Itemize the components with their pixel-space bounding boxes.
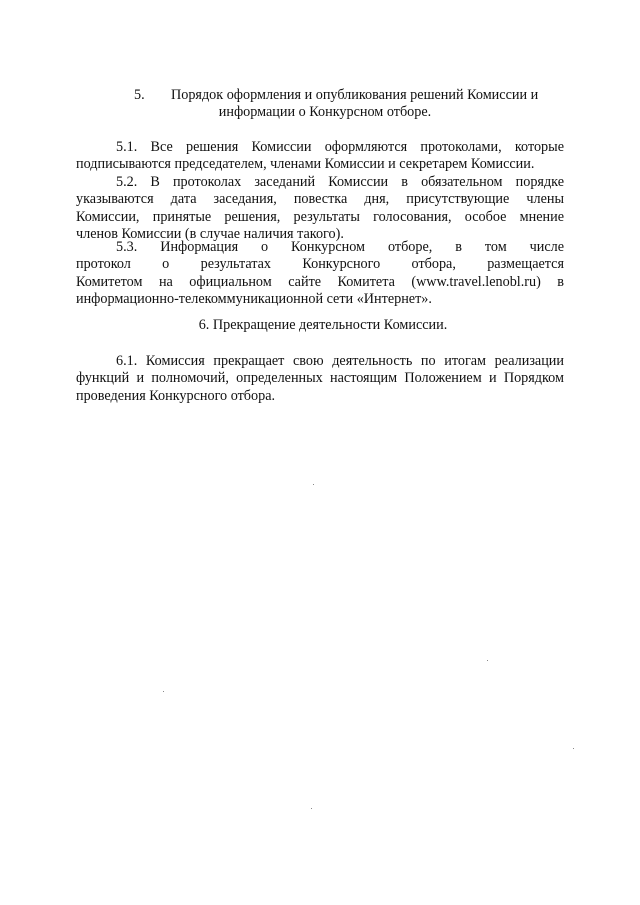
scan-speck xyxy=(163,691,164,692)
section-5-number: 5. xyxy=(134,87,145,103)
paragraph-line: проведения Конкурсного отбора. xyxy=(76,387,276,404)
section-5-title-line-1: Порядок оформления и опубликования решений Комиссии и xyxy=(171,87,539,103)
paragraph-line: 5.3. Информация о Конкурсном отборе, в том числе xyxy=(116,239,564,255)
paragraph-line: информационно-телекоммуникационной сети «Интернет». xyxy=(76,291,432,308)
paragraph-line: подписываются председателем, членами Комиссии и секретарем Комиссии. xyxy=(76,156,535,173)
paragraph-line: 6.1. Комиссия прекращает свою деятельность по итогам реализации xyxy=(116,353,564,369)
section-5-title-line-2: информации о Конкурсном отборе. xyxy=(218,104,432,120)
paragraph-5-3 xyxy=(76,239,564,309)
scan-speck xyxy=(573,748,574,749)
paragraph-line: 5.1. Все решения Комиссии оформляются протоколами, которые xyxy=(116,139,564,155)
paragraph-6-1 xyxy=(76,353,564,405)
paragraph-line: Комиссии, принятые решения, результаты голосования, особое мнение xyxy=(76,208,564,225)
paragraph-line: 5.2. В протоколах заседаний Комиссии в обязательном порядке xyxy=(116,174,564,190)
scan-speck xyxy=(487,660,488,661)
paragraph-line: указываются дата заседания, повестка дня, присутствующие члены xyxy=(76,191,564,208)
paragraph-line: протокол о результатах Конкурсного отбора, размещается xyxy=(76,256,564,273)
scan-speck xyxy=(313,484,314,485)
scan-speck xyxy=(311,808,312,809)
paragraph-line: функций и полномочий, определенных настоящим Положением и Порядком xyxy=(76,370,564,387)
paragraph-5-1 xyxy=(76,139,564,174)
paragraph-line: членов Комиссии (в случае наличия такого). xyxy=(76,226,344,243)
paragraph-line: Комитетом на официальном сайте Комитета (www.travel.lenobl.ru) в xyxy=(76,273,564,290)
paragraph-5-2 xyxy=(76,174,564,244)
section-6-title: 6. Прекращение деятельности Комиссии. xyxy=(198,317,448,333)
